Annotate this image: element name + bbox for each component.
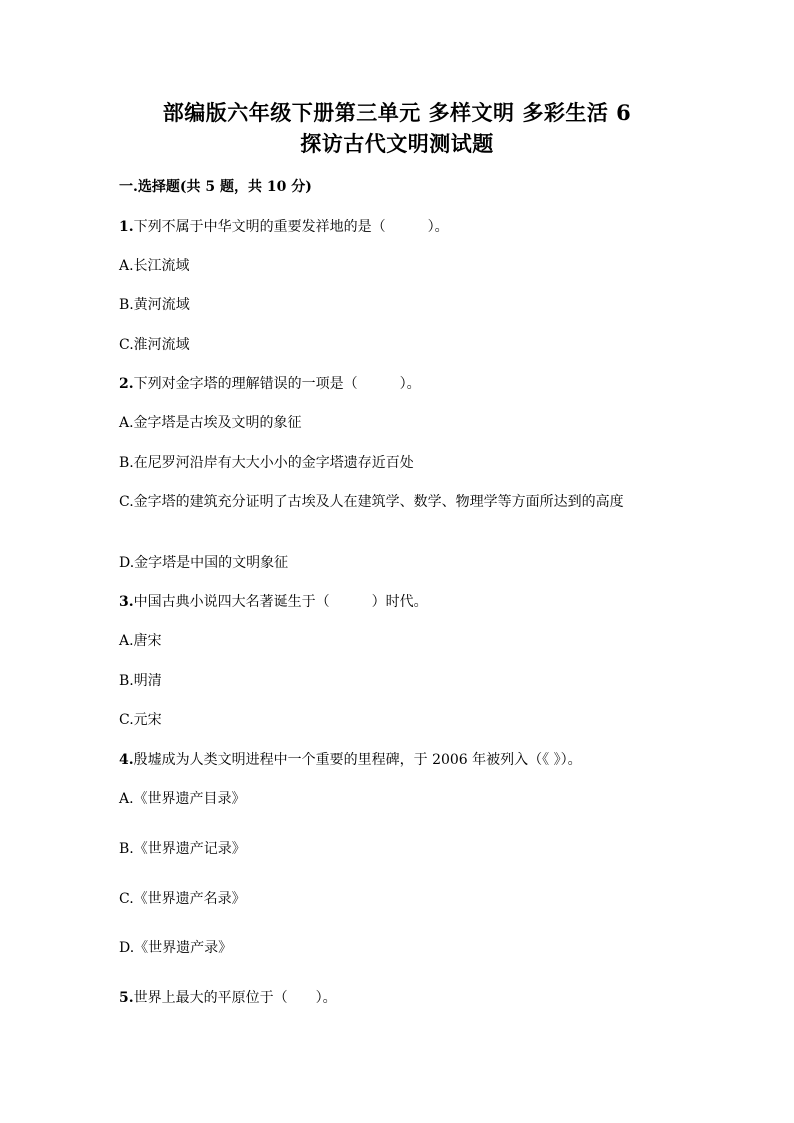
question-text: 世界上最大的平原位于（ ）。 [133,990,337,1006]
question-text: 下列不属于中华文明的重要发祥地的是（ ）。 [133,219,449,235]
question-number: 4. [119,752,134,768]
option-4c: C.《世界遗产名录》 [119,891,246,907]
page-title-line2: 探访古代文明测试题 [300,131,494,156]
question-number: 2. [119,376,134,392]
question-3 [119,592,679,612]
question-number: 1. [119,219,134,235]
option-4b: B.《世界遗产记录》 [119,841,246,857]
question-5 [119,988,679,1008]
option-2c: C.金字塔的建筑充分证明了古埃及人在建筑学、数学、物理学等方面所达到的高度 [119,494,624,510]
question-number: 5. [119,990,134,1006]
option-3b: B.明清 [119,673,162,689]
page-title-line1: 部编版六年级下册第三单元 多样文明 多彩生活 6 [162,100,632,125]
question-1 [119,217,679,237]
option-2a: A.金字塔是古埃及文明的象征 [119,415,302,431]
question-text: 下列对金字塔的理解错误的一项是（ ）。 [133,376,421,392]
option-1c: C.淮河流域 [119,337,190,353]
question-number: 3. [119,594,134,610]
option-1b: B.黄河流域 [119,297,190,313]
option-4a: A.《世界遗产目录》 [119,791,246,807]
option-1a: A.长江流域 [119,258,190,274]
option-3c: C.元宋 [119,712,162,728]
option-3a: A.唐宋 [119,633,162,649]
question-2 [119,374,679,394]
section-heading: 一.选择题(共 5 题，共 10 分) [119,179,312,195]
question-text: 殷墟成为人类文明进程中一个重要的里程碑，于 2006 年被列入（《 》）。 [133,752,582,768]
question-text: 中国古典小说四大名著诞生于（ ）时代。 [133,594,428,610]
question-4 [119,750,679,770]
option-2b: B.在尼罗河沿岸有大大小小的金字塔遗存近百处 [119,455,414,471]
option-4d: D.《世界遗产录》 [119,940,233,956]
option-2d: D.金字塔是中国的文明象征 [119,555,289,571]
